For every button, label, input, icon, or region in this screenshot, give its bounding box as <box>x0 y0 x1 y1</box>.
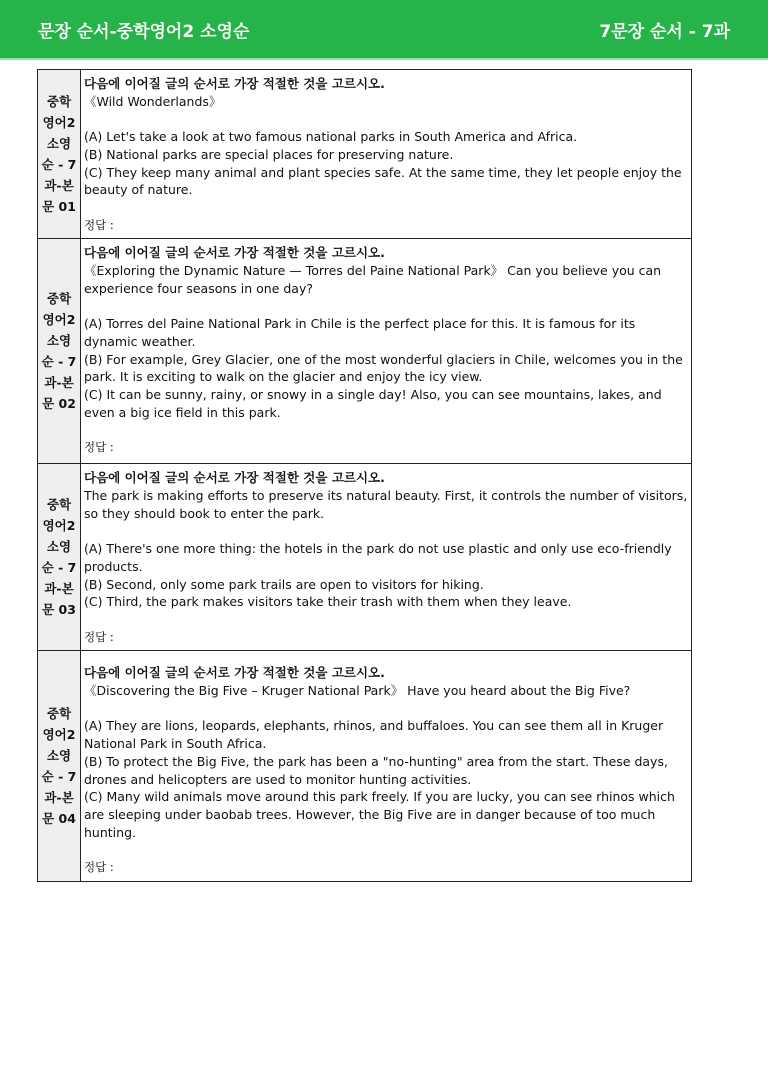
passage-intro: 《Exploring the Dynamic Nature — Torres del Paine National Park》 Can you believe you can experience four seasons in one day? <box>84 263 662 296</box>
question-label: 중학 영어2 소영 순 - 7 과-본 문 01 <box>38 70 81 239</box>
question-label: 중학 영어2 소영 순 - 7 과-본 문 03 <box>38 464 81 651</box>
option-a: (A) They are lions, leopards, elephants, rhinos, and buffaloes. You can see them all in Kruger National Park in South Africa. <box>84 718 664 752</box>
question-instruction: 다음에 이어질 글의 순서로 가장 적절한 것을 고르시오. <box>84 665 385 681</box>
question-body <box>81 70 692 239</box>
passage-intro: The park is making efforts to preserve its natural beauty. First, it controls the number of visitors, so they should book to enter the park. <box>84 488 688 521</box>
worksheet-title: 문장 순서-중학영어2 소영순 <box>38 21 250 42</box>
option-c: (C) They keep many animal and plant species safe. At the same time, they let people enjoy the beauty of nature. <box>84 164 682 198</box>
passage-intro: 《Discovering the Big Five – Kruger National Park》 Have you heard about the Big Five? <box>84 683 631 698</box>
option-b: (B) To protect the Big Five, the park has been a "no-hunting" area from the start. These days, drones and helicopters are used to monitor hunting activities. <box>84 753 668 787</box>
question-body <box>81 651 692 881</box>
lesson-label: 7문장 순서 - 7과 <box>599 21 730 42</box>
question-body <box>81 464 692 651</box>
answer-label: 정답 : <box>84 629 114 644</box>
option-c: (C) It can be sunny, rainy, or snowy in a single day! Also, you can see mountains, lakes, and even a big ice field in this park. <box>84 386 662 420</box>
question-label: 중학 영어2 소영 순 - 7 과-본 문 04 <box>38 651 81 881</box>
passage-intro: 《Wild Wonderlands》 <box>84 93 222 109</box>
question-instruction: 다음에 이어질 글의 순서로 가장 적절한 것을 고르시오. <box>84 245 385 261</box>
option-c: (C) Third, the park makes visitors take their trash with them when they leave. <box>84 594 572 610</box>
question-table <box>37 69 692 882</box>
option-a: (A) Torres del Paine National Park in Chile is the perfect place for this. It is famous for its dynamic weather. <box>84 316 636 349</box>
question-row-02 <box>38 239 692 464</box>
page-header <box>0 0 768 58</box>
answer-label: 정답 : <box>84 217 114 232</box>
answer-label: 정답 : <box>84 440 114 454</box>
option-b: (B) Second, only some park trails are open to visitors for hiking. <box>84 576 484 592</box>
option-a: (A) There's one more thing: the hotels in the park do not use plastic and only use eco-friendly products. <box>84 541 672 574</box>
question-row-04 <box>38 651 692 881</box>
question-body <box>81 239 692 464</box>
question-row-01 <box>38 70 692 239</box>
question-instruction: 다음에 이어질 글의 순서로 가장 적절한 것을 고르시오. <box>84 470 385 486</box>
header-divider <box>0 58 768 60</box>
question-instruction: 다음에 이어질 글의 순서로 가장 적절한 것을 고르시오. <box>84 76 385 91</box>
option-a: (A) Let's take a look at two famous national parks in South America and Africa. <box>84 129 578 145</box>
question-label: 중학 영어2 소영 순 - 7 과-본 문 02 <box>38 239 81 464</box>
option-c: (C) Many wild animals move around this park freely. If you are lucky, you can see rhinos which are sleeping under baobab trees. However, the Big Five are in danger because of too much hunting. <box>84 789 675 840</box>
question-row-03 <box>38 464 692 651</box>
option-b: (B) National parks are special places for preserving nature. <box>84 146 454 162</box>
answer-label: 정답 : <box>84 860 114 874</box>
option-b: (B) For example, Grey Glacier, one of the most wonderful glaciers in Chile, welcomes you in the park. It is exciting to walk on the glacier and enjoy the icy view. <box>84 351 683 385</box>
